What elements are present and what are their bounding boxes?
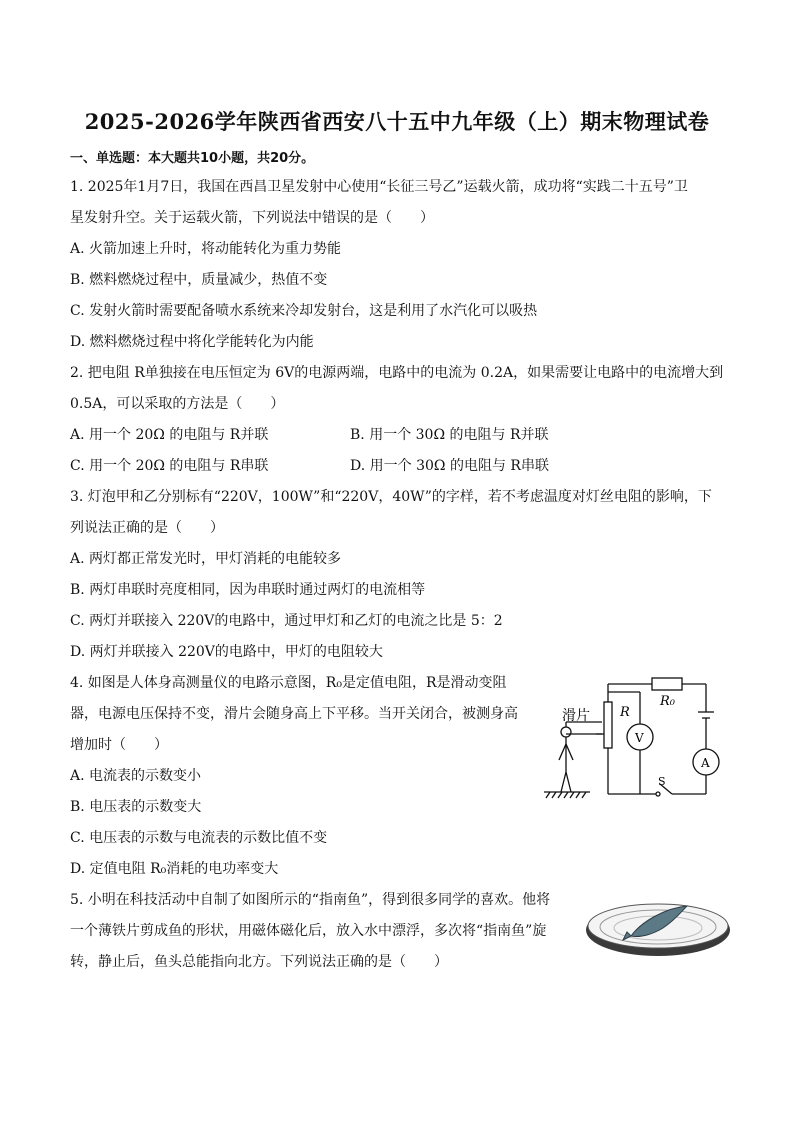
q1-option-a: A. 火箭加速上升时，将动能转化为重力势能 bbox=[70, 241, 342, 257]
q1-line-2: 星发射升空。关于运载火箭，下列说法中错误的是（ ） bbox=[70, 210, 434, 226]
q3-line-2: 列说法正确的是（ ） bbox=[70, 520, 224, 536]
south-pointing-fish-picture bbox=[583, 890, 733, 960]
q1-option-c: C. 发射火箭时需要配备喷水系统来冷却发射台，这是利用了水汽化可以吸热 bbox=[70, 303, 538, 319]
q4-option-b: B. 电压表的示数变大 bbox=[70, 799, 202, 815]
section-heading: 一、单选题：本大题共10小题，共20分。 bbox=[70, 151, 315, 166]
q2-line-2: 0.5A，可以采取的方法是（ ） bbox=[70, 396, 285, 412]
q4-option-c: C. 电压表的示数与电流表的示数比值不变 bbox=[70, 830, 328, 846]
q2-option-b: B. 用一个 30Ω 的电阻与 R并联 bbox=[350, 427, 549, 443]
ammeter-label: A bbox=[701, 756, 710, 770]
q1-option-b: B. 燃料燃烧过程中，质量减少，热值不变 bbox=[70, 272, 328, 288]
q4-line-1: 4. 如图是人体身高测量仪的电路示意图，R₀是定值电阻，R是滑动变阻 bbox=[70, 675, 507, 691]
q3-option-b: B. 两灯串联时亮度相同，因为串联时通过两灯的电流相等 bbox=[70, 582, 426, 598]
switch-label: S bbox=[658, 775, 666, 788]
q2-option-d: D. 用一个 30Ω 的电阻与 R串联 bbox=[350, 458, 549, 474]
q3-option-c: C. 两灯并联接入 220V的电路中，通过甲灯和乙灯的电流之比是 5：2 bbox=[70, 613, 503, 629]
q2-option-a: A. 用一个 20Ω 的电阻与 R并联 bbox=[70, 427, 269, 443]
voltmeter-label: V bbox=[635, 731, 644, 745]
q3-option-d: D. 两灯并联接入 220V的电路中，甲灯的电阻较大 bbox=[70, 644, 383, 660]
slider-label: 滑片 bbox=[562, 708, 590, 724]
r-label: R bbox=[620, 705, 630, 720]
q3-line-1: 3. 灯泡甲和乙分别标有“220V，100W”和“220V，40W”的字样，若不考虑温度对灯丝电阻的影响，下 bbox=[70, 489, 712, 505]
q5-line-2: 一个薄铁片剪成鱼的形状，用磁体磁化后，放入水中漂浮，多次将“指南鱼”旋 bbox=[70, 923, 547, 939]
q4-line-2: 器，电源电压保持不变，滑片会随身高上下平移。当开关闭合，被测身高 bbox=[70, 706, 518, 722]
q5-line-1: 5. 小明在科技活动中自制了如图所示的“指南鱼”，得到很多同学的喜欢。他将 bbox=[70, 892, 551, 908]
height-meter-circuit-diagram bbox=[540, 672, 730, 802]
page-title: 2025-2026学年陕西省西安八十五中九年级（上）期末物理试卷 bbox=[84, 109, 710, 134]
q4-option-d: D. 定值电阻 R₀消耗的电功率变大 bbox=[70, 861, 279, 877]
q2-option-c: C. 用一个 20Ω 的电阻与 R串联 bbox=[70, 458, 269, 474]
q2-line-1: 2. 把电阻 R单独接在电压恒定为 6V的电源两端，电路中的电流为 0.2A，如果需要让电路中的电流增大到 bbox=[70, 365, 724, 381]
q4-option-a: A. 电流表的示数变小 bbox=[70, 768, 202, 784]
q1-option-d: D. 燃料燃烧过程中将化学能转化为内能 bbox=[70, 334, 314, 350]
q1-line-1: 1. 2025年1月7日，我国在西昌卫星发射中心使用“长征三号乙”运载火箭，成功将“实践二十五号”卫 bbox=[70, 179, 688, 195]
q4-line-3: 增加时（ ） bbox=[70, 737, 168, 753]
r0-label: R₀ bbox=[660, 694, 675, 709]
q5-line-3: 转，静止后，鱼头总能指向北方。下列说法正确的是（ ） bbox=[70, 954, 448, 970]
q3-option-a: A. 两灯都正常发光时，甲灯消耗的电能较多 bbox=[70, 551, 342, 567]
